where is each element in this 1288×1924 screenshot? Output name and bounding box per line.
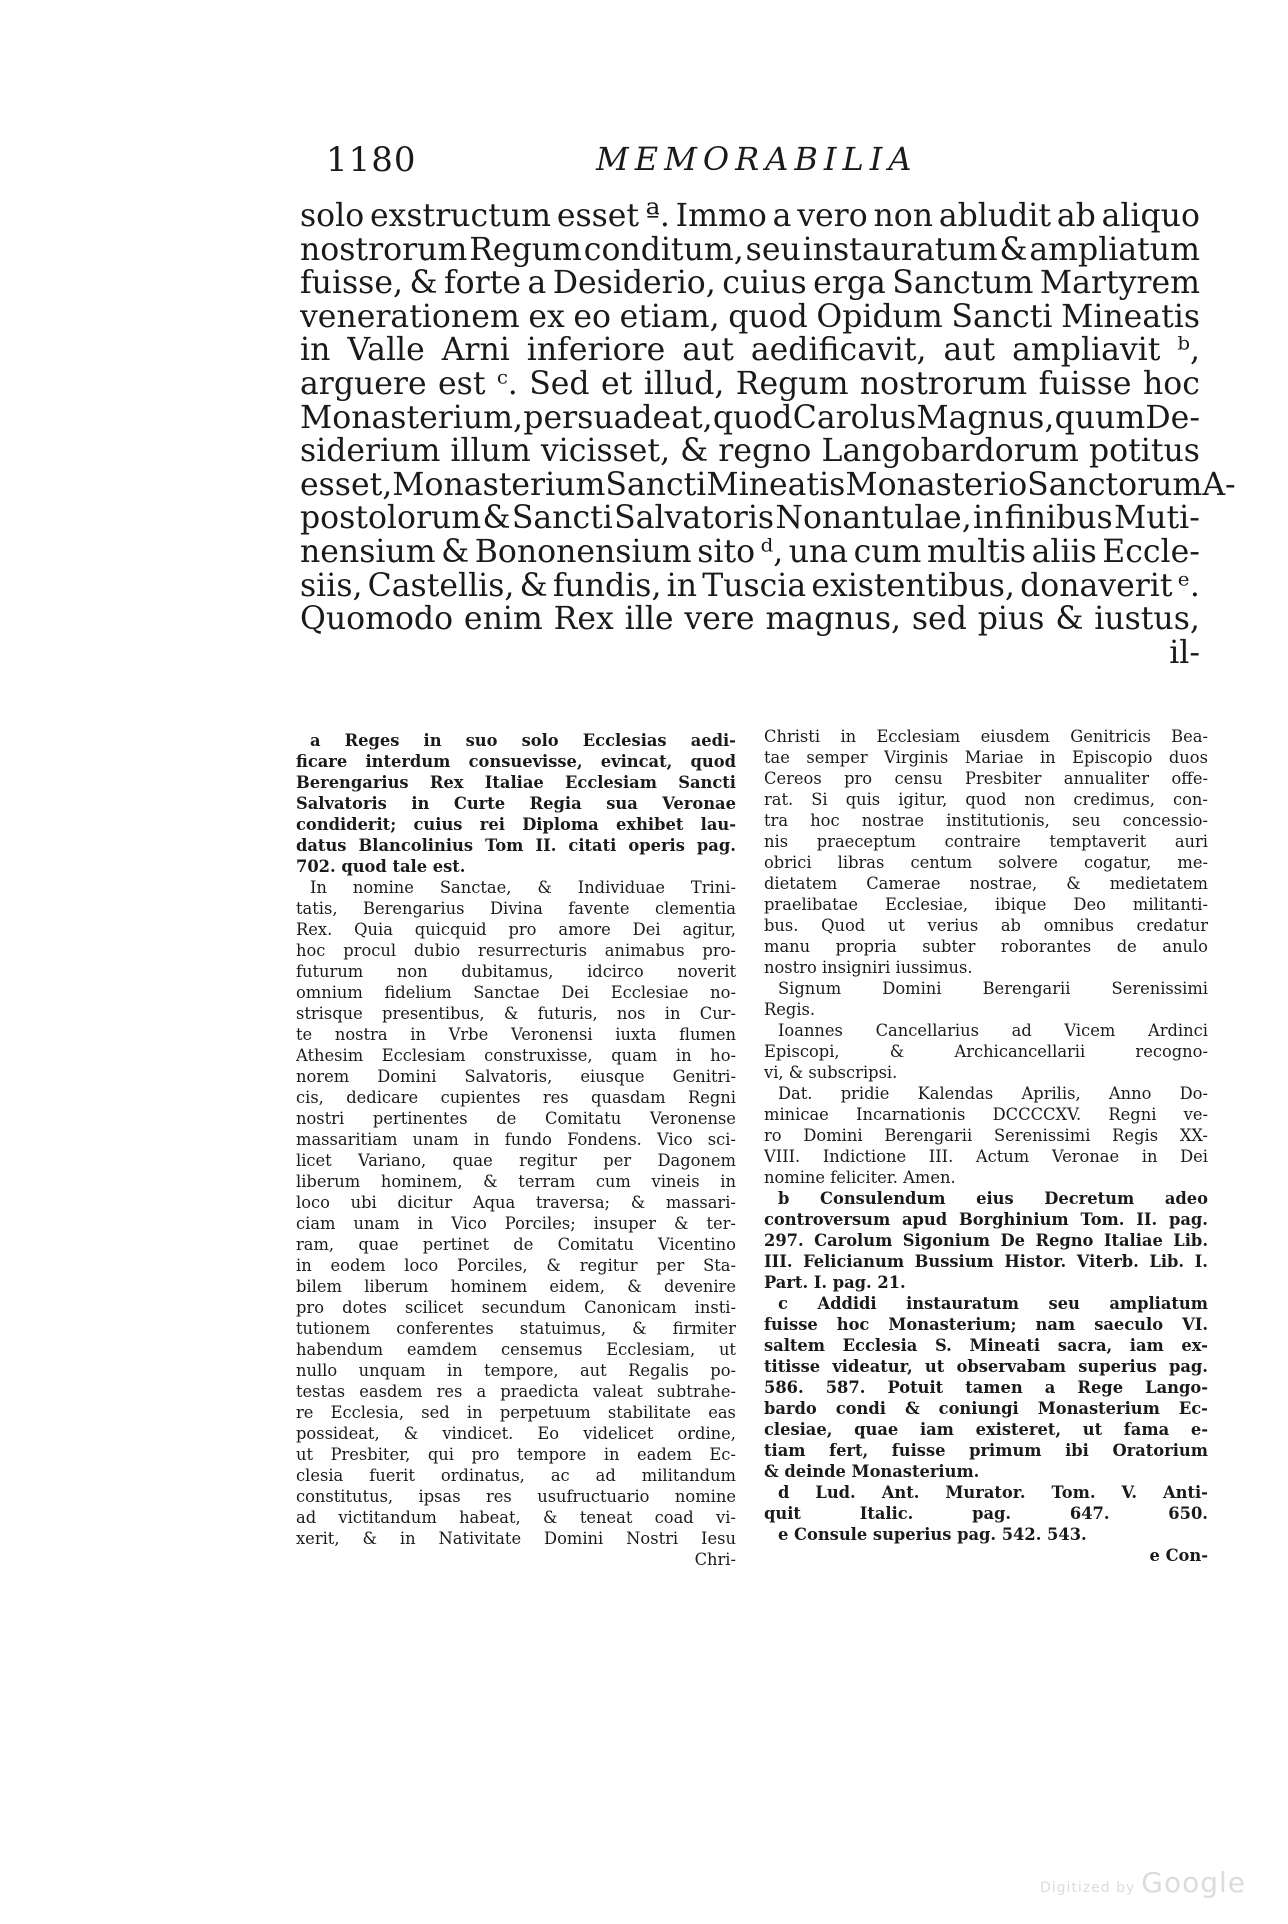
footnote-line: Athesim Ecclesiam construxisse, quam in ho- xyxy=(296,1046,736,1065)
main-text-line: venerationem ex eo etiam, quod Opidum Sancti Mineatis xyxy=(300,298,1200,335)
main-text-line: nostrorum Regum conditum, seu instauratum & ampliatum xyxy=(300,231,1200,268)
main-text-line: in Valle Arni inferiore aut aedificavit, aut ampliavit ᵇ, xyxy=(300,332,1200,369)
footnote-line: quit Italic. pag. 647. 650. xyxy=(764,1504,1208,1523)
footnote-line: clesia fuerit ordinatus, ac ad militandum xyxy=(296,1466,736,1485)
footnotes-left-column xyxy=(296,730,736,1570)
footnote-line: pro dotes scilicet secundum Canonicam insti- xyxy=(296,1298,736,1317)
footnote-line: ram, quae pertinet de Comitatu Vicentino xyxy=(296,1235,736,1254)
watermark-prefix: Digitized by xyxy=(1040,1880,1136,1896)
footnote-line: nostri pertinentes de Comitatu Veronense xyxy=(296,1109,736,1128)
footnote-line: a Reges in suo solo Ecclesias aedi- xyxy=(310,731,736,750)
watermark-brand: Google xyxy=(1141,1866,1247,1899)
footnote-line: Christi in Ecclesiam eiusdem Genitricis Bea- xyxy=(764,727,1208,746)
footnote-line: testas easdem res a praedicta valeat subtrahe- xyxy=(296,1382,736,1401)
main-text-line: esset, Monasterium Sancti Mineatis Monasterio Sanctorum A- xyxy=(300,466,1236,503)
footnote-line: 586. 587. Potuit tamen a Rege Lango- xyxy=(764,1378,1208,1397)
footnote-line: clesiae, quae iam existeret, ut fama e- xyxy=(764,1420,1208,1439)
footnote-line: loco ubi dicitur Aqua traversa; & massari- xyxy=(296,1193,736,1212)
footnote-line: In nomine Sanctae, & Individuae Trini- xyxy=(310,878,736,897)
footnote-line: Cereos pro censu Presbiter annualiter offe- xyxy=(764,769,1208,788)
main-text-line: Quomodo enim Rex ille vere magnus, sed pius & iustus, xyxy=(300,601,1200,638)
page-number: 1180 xyxy=(326,140,417,180)
footnote-line: VIII. Indictione III. Actum Veronae in Dei xyxy=(764,1147,1208,1166)
footnote-line: bus. Quod ut verius ab omnibus credatur xyxy=(764,916,1208,935)
footnote-line: nullo unquam in tempore, aut Regalis po- xyxy=(296,1361,736,1380)
footnote-line: tutionem conferentes statuimus, & firmiter xyxy=(296,1319,736,1338)
main-text-line: nensium & Bononensium sito ᵈ, una cum multis aliis Eccle- xyxy=(300,533,1200,570)
footnote-line: hoc procul dubio resurrecturis animabus pro- xyxy=(296,941,736,960)
main-text-line: siis, Castellis, & fundis, in Tuscia existentibus, donaverit ᵉ. xyxy=(300,567,1200,604)
footnote-line: Chri- xyxy=(694,1550,736,1569)
footnote-line: Part. I. pag. 21. xyxy=(764,1273,906,1292)
running-title: MEMORABILIA xyxy=(596,140,918,178)
footnote-line: fuisse hoc Monasterium; nam saeculo VI. xyxy=(764,1315,1208,1334)
footnote-line: ciam unam in Vico Porciles; insuper & ter- xyxy=(296,1214,736,1233)
main-text-line: fuisse, & forte a Desiderio, cuius erga Sanctum Martyrem xyxy=(300,265,1200,302)
footnote-line: massaritiam unam in fundo Fondens. Vico sci- xyxy=(296,1130,736,1149)
footnote-line: Salvatoris in Curte Regia sua Veronae xyxy=(296,794,736,813)
footnote-line: rat. Si quis igitur, quod non credimus, con- xyxy=(764,790,1208,809)
footnote-line: licet Variano, quae regitur per Dagonem xyxy=(296,1151,736,1170)
footnotes-right-column xyxy=(764,726,1208,1566)
main-text-line: postolorum & Sancti Salvatoris Nonantulae, in finibus Muti- xyxy=(300,500,1200,537)
main-text-line: il- xyxy=(1169,634,1200,671)
footnote-line: ficare interdum consuevisse, evincat, quod xyxy=(296,752,736,771)
footnote-line: 297. Carolum Sigonium De Regno Italiae Lib. xyxy=(764,1231,1208,1250)
footnote-line: e Consule superius pag. 542. 543. xyxy=(778,1525,1087,1544)
footnote-line: Episcopi, & Archicancellarii recogno- xyxy=(764,1042,1208,1061)
footnote-line: III. Felicianum Bussium Histor. Viterb. Lib. I. xyxy=(764,1252,1208,1271)
footnote-line: possideat, & vindicet. Eo videlicet ordine, xyxy=(296,1424,736,1443)
footnote-line: Regis. xyxy=(764,1000,816,1019)
footnote-line: dietatem Camerae nostrae, & medietatem xyxy=(764,874,1208,893)
main-text-line: Monasterium, persuadeat, quod Carolus Magnus, quum De- xyxy=(300,399,1200,436)
footnote-line: habendum eamdem censemus Ecclesiam, ut xyxy=(296,1340,736,1359)
footnote-line: Dat. pridie Kalendas Aprilis, Anno Do- xyxy=(778,1084,1208,1103)
footnote-line: re Ecclesia, sed in perpetuum stabilitate eas xyxy=(296,1403,736,1422)
main-text-line: solo exstructum esset ª. Immo a vero non abludit ab aliquo xyxy=(300,198,1200,234)
footnote-line: praelibatae Ecclesiae, ibique Deo militanti- xyxy=(764,895,1208,914)
footnote-line: Rex. Quia quicquid pro amore Dei agitur, xyxy=(296,920,736,939)
footnote-line: constitutus, ipsas res usufructuario nomine xyxy=(296,1487,736,1506)
footnote-line: in eodem loco Porciles, & regitur per Sta- xyxy=(296,1256,736,1275)
footnote-line: bilem liberum hominem eidem, & devenire xyxy=(296,1277,736,1296)
footnote-line: nomine feliciter. Amen. xyxy=(764,1168,956,1187)
footnote-line: Berengarius Rex Italiae Ecclesiam Sancti xyxy=(296,773,736,792)
footnote-line: Ioannes Cancellarius ad Vicem Ardinci xyxy=(778,1021,1208,1040)
page-header xyxy=(326,140,946,180)
footnote-line: d Lud. Ant. Murator. Tom. V. Anti- xyxy=(778,1483,1208,1502)
footnote-line: e Con- xyxy=(1149,1546,1208,1565)
footnote-line: xerit, & in Nativitate Domini Nostri Iesu xyxy=(296,1529,736,1548)
footnote-line: nis praeceptum contraire temptaverit auri xyxy=(764,832,1208,851)
footnote-line: obrici libras centum solvere cogatur, me- xyxy=(764,853,1208,872)
footnote-line: condiderit; cuius rei Diploma exhibet lau- xyxy=(296,815,736,834)
digitization-watermark xyxy=(1040,1866,1246,1899)
footnote-line: 702. quod tale est. xyxy=(296,857,466,876)
footnote-line: liberum hominem, & terram cum vineis in xyxy=(296,1172,736,1191)
footnote-line: manu propria subter roborantes de anulo xyxy=(764,937,1208,956)
footnote-line: te nostra in Vrbe Veronensi iuxta flumen xyxy=(296,1025,736,1044)
footnote-line: b Consulendum eius Decretum adeo xyxy=(778,1189,1208,1208)
footnote-line: controversum apud Borghinium Tom. II. pag. xyxy=(764,1210,1208,1229)
footnote-line: & deinde Monasterium. xyxy=(764,1462,980,1481)
footnote-line: saltem Ecclesia S. Mineati sacra, iam ex- xyxy=(764,1336,1208,1355)
footnote-line: strisque presentibus, & futuris, nos in Cur- xyxy=(296,1004,736,1023)
footnote-line: ut Presbiter, qui pro tempore in eadem Ec- xyxy=(296,1445,736,1464)
footnote-line: datus Blancolinius Tom II. citati operis pag. xyxy=(296,836,736,855)
footnote-line: Signum Domini Berengarii Serenissimi xyxy=(778,979,1208,998)
footnote-line: tae semper Virginis Mariae in Episcopio duos xyxy=(764,748,1208,767)
footnote-line: cis, dedicare cupientes res quasdam Regni xyxy=(296,1088,736,1107)
footnote-line: ro Domini Berengarii Serenissimi Regis XX- xyxy=(764,1126,1208,1145)
footnote-line: ad victitandum habeat, & teneat coad vi- xyxy=(296,1508,736,1527)
main-text-line: siderium illum vicisset, & regno Langobardorum potitus xyxy=(300,433,1200,470)
footnote-line: tiam fert, fuisse primum ibi Oratorium xyxy=(764,1441,1208,1460)
main-text-line: arguere est ᶜ. Sed et illud, Regum nostrorum fuisse hoc xyxy=(300,365,1200,402)
footnote-line: minicae Incarnationis DCCCCXV. Regni ve- xyxy=(764,1105,1208,1124)
footnote-line: c Addidi instauratum seu ampliatum xyxy=(778,1294,1208,1313)
footnote-line: tatis, Berengarius Divina favente clementia xyxy=(296,899,736,918)
footnote-line: bardo condi & coniungi Monasterium Ec- xyxy=(764,1399,1208,1418)
footnote-line: tra hoc nostrae institutionis, seu concessio- xyxy=(764,811,1208,830)
footnote-line: futurum non dubitamus, idcirco noverit xyxy=(296,962,736,981)
footnote-line: nostro insigniri iussimus. xyxy=(764,958,973,977)
footnote-line: titisse videatur, ut observabam superius pag. xyxy=(764,1357,1208,1376)
main-text-body xyxy=(300,198,1236,671)
footnote-line: vi, & subscripsi. xyxy=(764,1063,898,1082)
footnote-line: norem Domini Salvatoris, eiusque Genitri- xyxy=(296,1067,736,1086)
footnote-line: omnium fidelium Sanctae Dei Ecclesiae no- xyxy=(296,983,736,1002)
